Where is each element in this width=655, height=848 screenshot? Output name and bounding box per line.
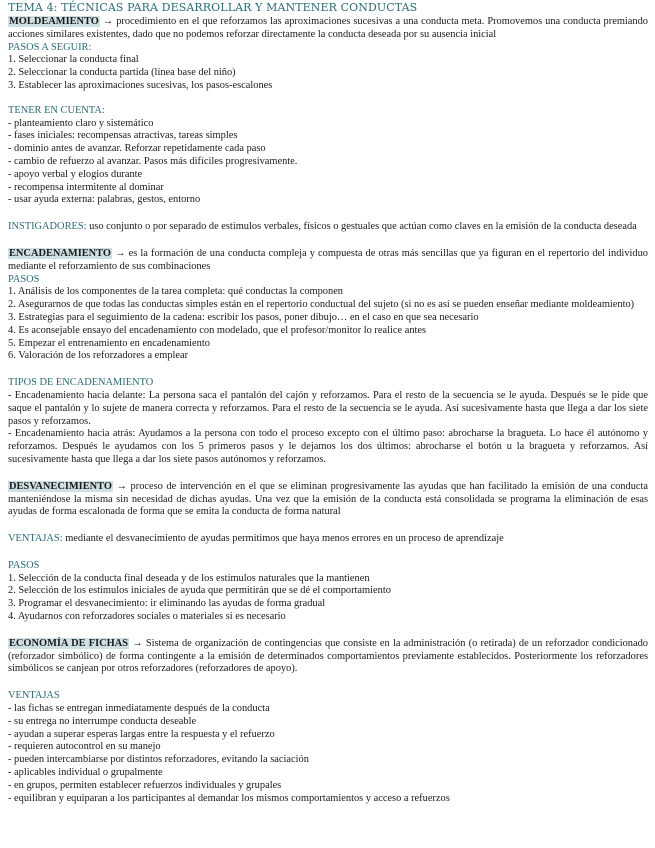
desvanecimiento-advantage (8, 533, 648, 546)
list-item: - equilibran y equiparan a los participantes al demandar los mismos comportamientos y acceso a refuerzos (8, 792, 450, 804)
list-item: - ayudan a superar esperas largas entre la respuesta y el refuerzo (8, 728, 275, 740)
instigadores-term: INSTIGADORES: (8, 221, 87, 233)
desvanecimiento-advantage-term: VENTAJAS: (8, 533, 63, 545)
economia-definition (8, 638, 648, 676)
list-item: 5. Empezar el entrenamiento en encadenamiento (8, 337, 210, 349)
moldeamiento-definition (8, 16, 648, 42)
list-item: 1. Selección de la conducta final deseada y de los estímulos naturales que la mantienen (8, 572, 370, 584)
list-item: 6. Valoración de los reforzadores a emplear (8, 350, 189, 362)
list-item: 1. Análisis de los componentes de la tarea completa: qué conductas la componen (8, 286, 343, 298)
desvanecimiento-steps-heading: PASOS (8, 559, 40, 571)
encadenamiento-types-heading: TIPOS DE ENCADENAMIENTO (8, 377, 154, 389)
list-item: - pueden intercambiarse por distintos reforzadores, evitando la saciación (8, 754, 309, 766)
page-title: TEMA 4: TÉCNICAS PARA DESARROLLAR Y MANTENER CONDUCTAS (8, 1, 418, 14)
list-item: - recompensa intermitente al dominar (8, 181, 164, 193)
desvanecimiento-advantage-text: mediante el desvanecimiento de ayudas permitimos que haya menos errores en un proceso de aprendizaje (62, 533, 504, 545)
list-item: - dominio antes de avanzar. Reforzar repetidamente cada paso (8, 143, 266, 155)
list-item: - su entrega no interrumpe conducta deseable (8, 715, 197, 727)
desvanecimiento-term: DESVANECIMIENTO (9, 480, 112, 492)
list-item: 4. Es aconsejable ensayo del encadenamiento con modelado, que el profesor/monitor lo realice antes (8, 324, 427, 336)
economia-text: → Sistema de organización de contingencias que consiste en la administración (o retirada) de un reforzador condicionado (reforzador simbólico) de forma contingente a la emisión de determinados comportamientos previamente establecidos. Posteriormente los reforzadores simbólicos se canjean por otros reforzadores (reforzadores de apoyo). (8, 637, 648, 675)
economia-advantages-heading: VENTAJAS (8, 690, 60, 702)
list-item: - las fichas se entregan inmediatamente después de la conducta (8, 703, 270, 715)
moldeamiento-term: MOLDEAMIENTO (9, 16, 99, 27)
list-item: - en grupos, permiten establecer refuerzos individuales y grupales (8, 779, 282, 791)
moldeamiento-consider-heading: TENER EN CUENTA: (8, 104, 105, 116)
document-page (8, 0, 648, 805)
list-item: 3. Estrategias para el seguimiento de la cadena: escribir los pasos, poner dibujo… en el caso en que sea necesario (8, 311, 479, 323)
instigadores-definition (8, 221, 648, 234)
list-item: - Encadenamiento hacia atrás: Ayudamos a la persona con todo el proceso excepto con el último paso: abrocharse la bragueta. Lo hace él autónomo y reforzamos. Después le ayudamos con los 5 primeros pasos y le dejamos los dos últimos: abrocharse el botón u la bragueta y reforzamos. Así sucesivamente hasta que llega a dar los siete pasos autónomos y reforzamos. (8, 428, 648, 465)
encadenamiento-definition (8, 248, 648, 274)
list-item: - Encadenamiento hacia delante: La persona saca el pantalón del cajón y reforzamos. Para el resto de la secuencia se le ayuda. Después se le pide que saque el pantalón y lo sujete de manera correcta y reforzamos. Para el resto de la secuencia se le ayuda. Así sucesivamente hasta que llega a dar los siete pasos y reforzamos. (8, 389, 648, 427)
list-item: 3. Establecer las aproximaciones sucesivas, los pasos-escalones (8, 79, 273, 91)
economia-term: ECONOMÍA DE FICHAS (9, 637, 129, 649)
list-item: 1. Seleccionar la conducta final (8, 54, 139, 66)
list-item: - cambio de refuerzo al avanzar. Pasos más difíciles progresivamente. (8, 155, 298, 167)
encadenamiento-steps-heading: PASOS (8, 273, 40, 285)
list-item: - planteamiento claro y sistemático (8, 117, 154, 129)
moldeamiento-steps-heading: PASOS A SEGUIR: (8, 41, 92, 53)
moldeamiento-text: → procedimiento en el que reforzamos las aproximaciones sucesivas a una conducta meta. Promovemos una conducta premiando acciones similares existentes, dado que no podemos reforzar directamente la conducta deseada por su ausencia inicial (8, 16, 648, 40)
encadenamiento-term: ENCADENAMIENTO (9, 247, 111, 259)
list-item: 2. Asegurarnos de que todas las conductas simples están en el repertorio conductual del sujeto (si no es así se pueden enseñar mediante moldeamiento) (8, 299, 635, 311)
list-item: - fases iniciales: recompensas atractivas, tareas simples (8, 130, 238, 142)
desvanecimiento-text: → proceso de intervención en el que se eliminan progresivamente las ayudas que han facilitado la emisión de una conducta manteniéndose la misma sin necesidad de dichas ayudas. Una vez que la emisión de la conducta está consolidada se programa la eliminación de esas ayudas de forma escalonada de forma que se emita la conducta de forma natural (8, 480, 648, 518)
list-item: 4. Ayudarnos con reforzadores sociales o materiales si es necesario (8, 611, 286, 623)
list-item: - aplicables individual o grupalmente (8, 767, 163, 779)
list-item: - usar ayuda externa: palabras, gestos, entorno (8, 194, 201, 206)
list-item: - apoyo verbal y elogios durante (8, 168, 143, 180)
list-item: 2. Seleccionar la conducta partida (línea base del niño) (8, 67, 236, 79)
encadenamiento-text: → es la formación de una conducta compleja y compuesta de otras más sencillas que ya figuran en el repertorio del individuo mediante el reforzamiento de sus combinaciones (8, 247, 648, 272)
list-item: 3. Programar el desvanecimiento: ir eliminando las ayudas de forma gradual (8, 598, 326, 610)
list-item: - requieren autocontrol en su manejo (8, 741, 161, 753)
desvanecimiento-definition (8, 481, 648, 519)
instigadores-text: uso conjunto o por separado de estímulos verbales, físicos o gestuales que actúan como claves en la emisión de la conducta deseada (86, 221, 637, 233)
list-item: 2. Selección de los estímulos iniciales de ayuda que permitirán que se dé el comportamiento (8, 585, 391, 597)
